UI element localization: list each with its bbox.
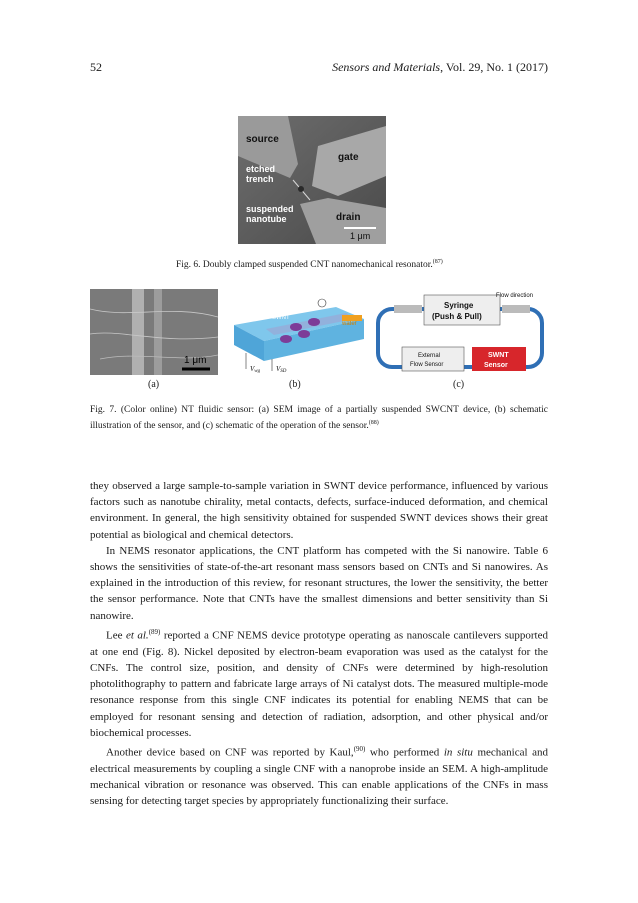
figure-7-ref: (88): [368, 420, 379, 426]
swnt-sensor-label-2: Sensor: [484, 362, 508, 369]
water-label: water: [342, 321, 357, 327]
panel-label-a: (a): [148, 379, 160, 390]
p4-ref: (90): [353, 744, 366, 753]
swnt-label: SWNT: [272, 315, 290, 321]
p3-ref: (89): [148, 627, 161, 636]
etched-label: etched: [246, 164, 276, 174]
paragraph-1: they observed a large sample-to-sample variation in SWNT device performance, influenced by various factors such as nanotube chirality, metal contacts, defects, surface-induced deformation, and chemical environment. In general, the high sensitivity obtained for suspended SWNT devices shows their great potential as biological and chemical detectors.: [90, 480, 548, 541]
nanotube-label: nanotube: [246, 214, 287, 224]
body-text: [90, 478, 548, 809]
figure-7c-flow-diagram: [372, 289, 548, 375]
external-flow-label-1: External: [418, 353, 441, 359]
syringe-label-1: Syringe: [444, 301, 474, 310]
journal-volume: , Vol. 29, No. 1 (2017): [440, 60, 548, 74]
figure-6-sem-image: [238, 116, 386, 244]
journal-name: Sensors and Materials: [332, 60, 441, 74]
page-number: 52: [90, 60, 102, 74]
source-label: source: [246, 134, 279, 145]
suspended-label: suspended: [246, 204, 294, 214]
p3-lead: Lee: [106, 629, 126, 642]
figure-7a-sem-image: [90, 289, 218, 375]
p4-lead: Another device based on CNF was reported by Kaul,: [106, 746, 354, 759]
p3-etal: et al.: [125, 629, 149, 642]
vsd-label: V: [276, 365, 281, 373]
figure-7b-schematic: [226, 289, 368, 375]
swnt-sensor-label-1: SWNT: [488, 352, 509, 359]
scale-label: 1 μm: [350, 231, 371, 241]
drain-label: drain: [336, 212, 361, 223]
syringe-label-2: (Push & Pull): [432, 312, 482, 321]
trench-label: trench: [246, 174, 274, 184]
vsd-sub: SD: [280, 369, 287, 374]
paragraph-2: In NEMS resonator applications, the CNT platform has competed with the Si nanowire. Table 6 shows the sensitivities of state-of-the-art resonant mass sensors based on CNTs and Si nanowires. As explained in the introduction of this review, for resonant structures, the lower the sensitivity, the better the sensor performance. Note that CNTs have the smallest dimensions and better sensitivity than Si nanowire.: [90, 544, 548, 622]
paragraph-4: [90, 741, 548, 809]
running-header: [332, 60, 548, 75]
gate-label: gate: [338, 152, 359, 163]
p4-rest: mechanical and electrical measurements by coupling a single CNF with a nanoprobe inside an SEM. A high-amplitude mechanical vibration or resonance was observed. This can enable applications of the CNFs in mass sensing for detecting target species by appropriately functionalizing their surface.: [90, 746, 548, 808]
vwg-sub: wg: [254, 369, 261, 374]
figure-7-caption: [90, 404, 548, 433]
figure-6-ref: (87): [432, 259, 443, 265]
vwg-label: V: [250, 365, 255, 373]
figure-7-caption-text: Fig. 7. (Color online) NT fluidic sensor: (a) SEM image of a partially suspended SWCNT device, (b) schematic illustration of the sensor, and (c) schematic of the operation of the sensor.: [90, 405, 548, 432]
panel-label-b: (b): [289, 379, 301, 390]
flow-direction-label: Flow direction: [496, 293, 534, 299]
figure-6-caption: [176, 259, 443, 270]
paragraph-3: [90, 624, 548, 741]
panel-label-c: (c): [453, 379, 465, 390]
p3-rest: reported a CNF NEMS device prototype operating as nanoscale cantilevers supported at one end (Fig. 8). Nickel deposited by electron-beam evaporation was used as the catalyst for the CNFs. The control size, position, and density of CNFs were determined by high-resolution photolithography to pattern and fabricate large arrays of Ni catalyst dots. The measured multiple-mode resonance response from this single CNF indicates its potential for enabling NEMS that can be employed for resonant sensing and detection of radiation, adsorption, and other physical and/or biochemical processes.: [90, 629, 548, 739]
external-flow-label-2: Flow Sensor: [410, 362, 444, 368]
p4-mid: who performed: [365, 746, 444, 759]
p4-insitu: in situ: [443, 746, 473, 759]
figure-6-caption-text: Fig. 6. Doubly clamped suspended CNT nanomechanical resonator.: [176, 260, 433, 271]
scale-label-7a: 1 μm: [184, 355, 207, 366]
